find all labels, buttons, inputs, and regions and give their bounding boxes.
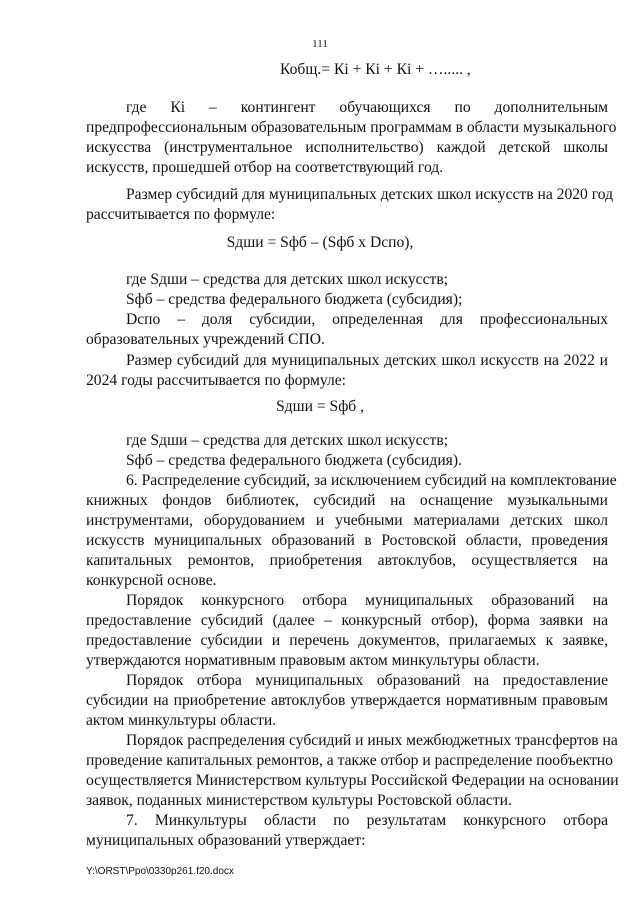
text-line: Порядок распределения субсидий и иных межбюджетных трансфертов на xyxy=(126,732,618,749)
text-line: капитальных ремонтов, приобретения автоклубов, осуществляется на xyxy=(86,552,608,569)
text-line: Dспо – доля субсидии, определенная для профессиональных xyxy=(126,311,608,328)
formula-2022: Sдши = Sфб , xyxy=(275,398,365,415)
text-line: предпрофессиональным образовательным программам в области музыкального xyxy=(86,119,617,136)
formula-2020: Sдши = Sфб – (Sфб х Dспо), xyxy=(226,234,414,251)
text-line: актом минкультуры области. xyxy=(86,712,277,729)
text-line: искусств муниципальных образований в Ростовской области, проведения xyxy=(86,532,608,549)
text-line: рассчитывается по формуле: xyxy=(86,206,276,223)
text-line: предоставление субсидий (далее – конкурсный отбор), форма заявки на xyxy=(86,612,608,629)
text-line: проведение капитальных ремонтов, а также отбор и распределение пообъектно xyxy=(86,752,613,769)
text-line: 6. Распределение субсидий, за исключением субсидий на комплектование xyxy=(126,472,617,489)
text-line: субсидии на приобретение автоклубов утверждается нормативным правовым xyxy=(86,692,608,709)
text-line: осуществляется Министерством культуры Российской Федерации на основании xyxy=(86,772,619,789)
text-line: искусства (инструментальное исполнительство) каждой детской школы xyxy=(86,139,608,156)
text-line: заявок, поданных министерством культуры Ростовской области. xyxy=(86,792,512,809)
text-line: муниципальных образований утверждает: xyxy=(86,832,366,849)
text-line: 7. Минкультуры области по результатам конкурсного отбора xyxy=(126,812,608,829)
text-line: Sфб – средства федерального бюджета (субсидия). xyxy=(126,452,462,469)
text-line: Порядок конкурсного отбора муниципальных образований на xyxy=(126,592,608,609)
text-line: книжных фондов библиотек, субсидий на оснащение музыкальными xyxy=(86,492,608,509)
text-line: Размер субсидий для муниципальных детских школ искусств на 2020 год xyxy=(126,186,614,203)
text-line: где Sдши – средства для детских школ искусств; xyxy=(126,271,449,288)
text-line: где Sдши – средства для детских школ искусств; xyxy=(126,432,449,449)
text-line: 2024 годы рассчитывается по формуле: xyxy=(86,372,346,389)
text-line: утверждаются нормативным правовым актом минкультуры области. xyxy=(86,652,540,669)
text-line: конкурсной основе. xyxy=(86,572,217,589)
text-line: искусств, прошедшей отбор на соответствующий год. xyxy=(86,159,444,176)
text-line: Порядок отбора муниципальных образований на предоставление xyxy=(126,672,608,689)
file-path-footer: Y:\ORST\Ppo\0330p261.f20.docx xyxy=(86,866,234,877)
page-number: 111 xyxy=(312,38,328,50)
text-line: Sфб – средства федерального бюджета (субсидия); xyxy=(126,291,463,308)
text-line: где Кi – контингент обучающихся по дополнительным xyxy=(126,99,608,116)
text-line: образовательных учреждений СПО. xyxy=(86,331,325,348)
text-line: Размер субсидий для муниципальных детских школ искусств на 2022 и xyxy=(126,352,608,369)
formula-total: Кобщ.= Кi + Кi + Кi + …..... , xyxy=(280,61,471,78)
text-line: инструментами, оборудованием и учебными материалами детских школ xyxy=(86,512,608,529)
text-line: предоставление субсидии и перечень документов, прилагаемых к заявке, xyxy=(86,632,608,649)
